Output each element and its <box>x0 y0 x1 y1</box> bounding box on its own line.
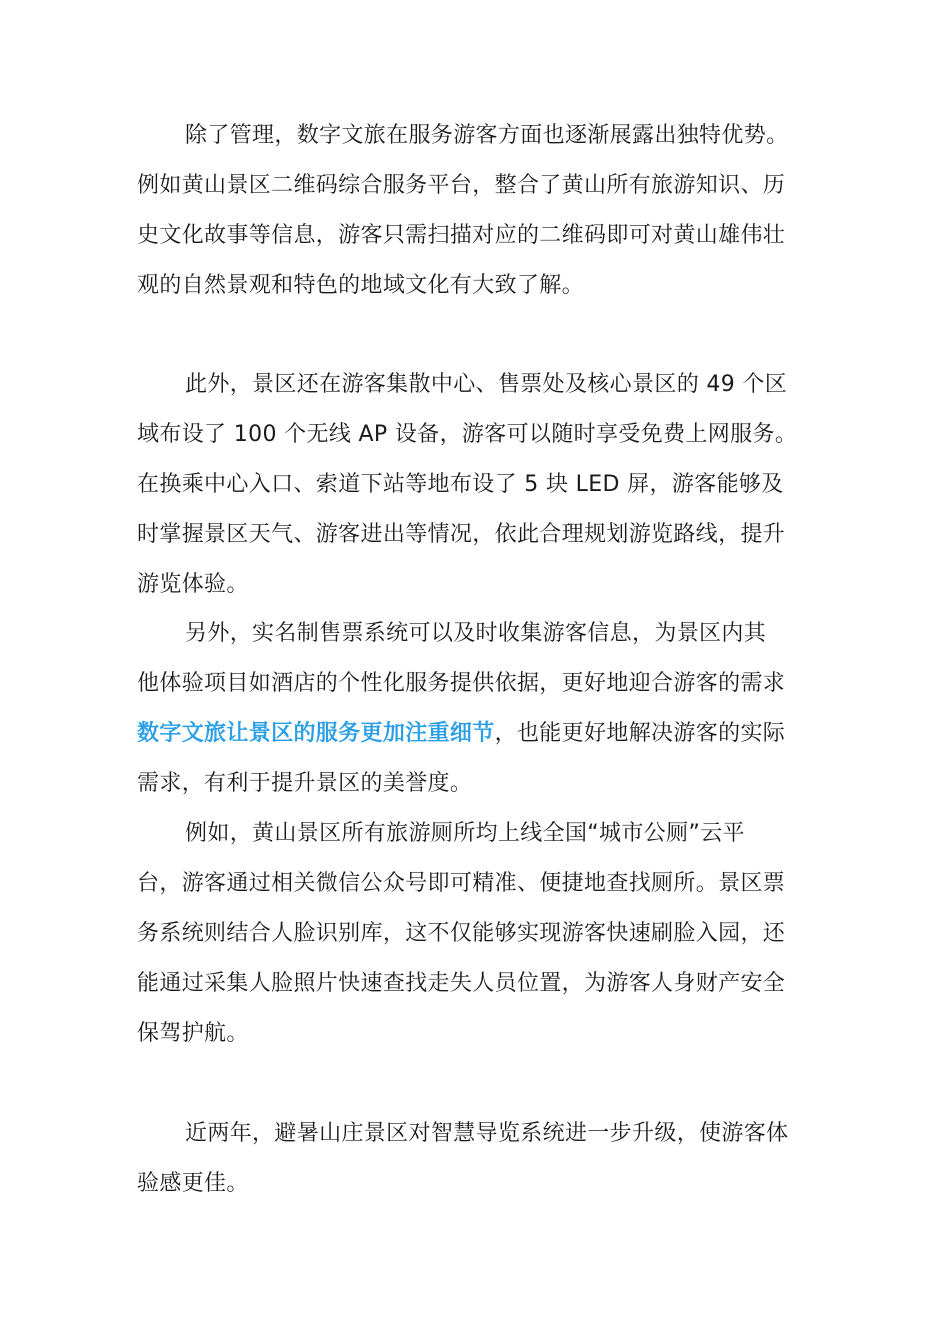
text-line: 务系统则结合人脸识别库，这不仅能够实现游客快速刷脸入园，还 <box>137 921 786 946</box>
text-line: 此外，景区还在游客集散中心、售票处及核心景区的 49 个区 <box>185 372 788 397</box>
text-line: 观的自然景观和特色的地域文化有大致了解。 <box>137 273 585 298</box>
text-line-with-highlight <box>137 709 817 759</box>
paragraph-service-advantage <box>137 111 817 311</box>
highlighted-phrase: 数字文旅让景区的服务更加注重细节 <box>137 721 495 746</box>
text-line: 史文化故事等信息，游客只需扫描对应的二维码即可对黄山雄伟壮 <box>137 223 786 248</box>
text-line: 需求，有利于提升景区的美誉度。 <box>137 771 473 796</box>
paragraph-summer-resort <box>137 1109 817 1209</box>
paragraph-toilets-face-recognition <box>137 809 817 1059</box>
text-line: 保驾护航。 <box>137 1021 249 1046</box>
text-line: 他体验项目如酒店的个性化服务提供依据，更好地迎合游客的需求 <box>137 671 786 696</box>
text-line: 游览体验。 <box>137 572 249 597</box>
paragraph-ticketing <box>137 609 817 809</box>
text-line: 例如，黄山景区所有旅游厕所均上线全国“城市公厕”云平 <box>185 821 745 846</box>
paragraph-wifi-led <box>137 360 817 610</box>
text-line: 另外，实名制售票系统可以及时收集游客信息，为景区内其 <box>185 621 767 646</box>
text-line: 近两年，避暑山庄景区对智慧导览系统进一步升级，使游客体 <box>185 1121 789 1146</box>
text-line: 验感更佳。 <box>137 1171 249 1196</box>
text-line: 时掌握景区天气、游客进出等情况，依此合理规划游览路线，提升 <box>137 522 786 547</box>
text-line-rest: ，也能更好地解决游客的实际 <box>494 721 786 746</box>
text-line: 域布设了 100 个无线 AP 设备，游客可以随时享受免费上网服务。 <box>137 422 798 447</box>
text-line: 除了管理，数字文旅在服务游客方面也逐渐展露出独特优势。 <box>185 123 789 148</box>
text-line: 例如黄山景区二维码综合服务平台，整合了黄山所有旅游知识、历 <box>137 173 786 198</box>
text-line: 台，游客通过相关微信公众号即可精准、便捷地查找厕所。景区票 <box>137 871 786 896</box>
text-line: 在换乘中心入口、索道下站等地布设了 5 块 LED 屏，游客能够及 <box>137 472 784 497</box>
text-line: 能通过采集人脸照片快速查找走失人员位置，为游客人身财产安全 <box>137 971 786 996</box>
